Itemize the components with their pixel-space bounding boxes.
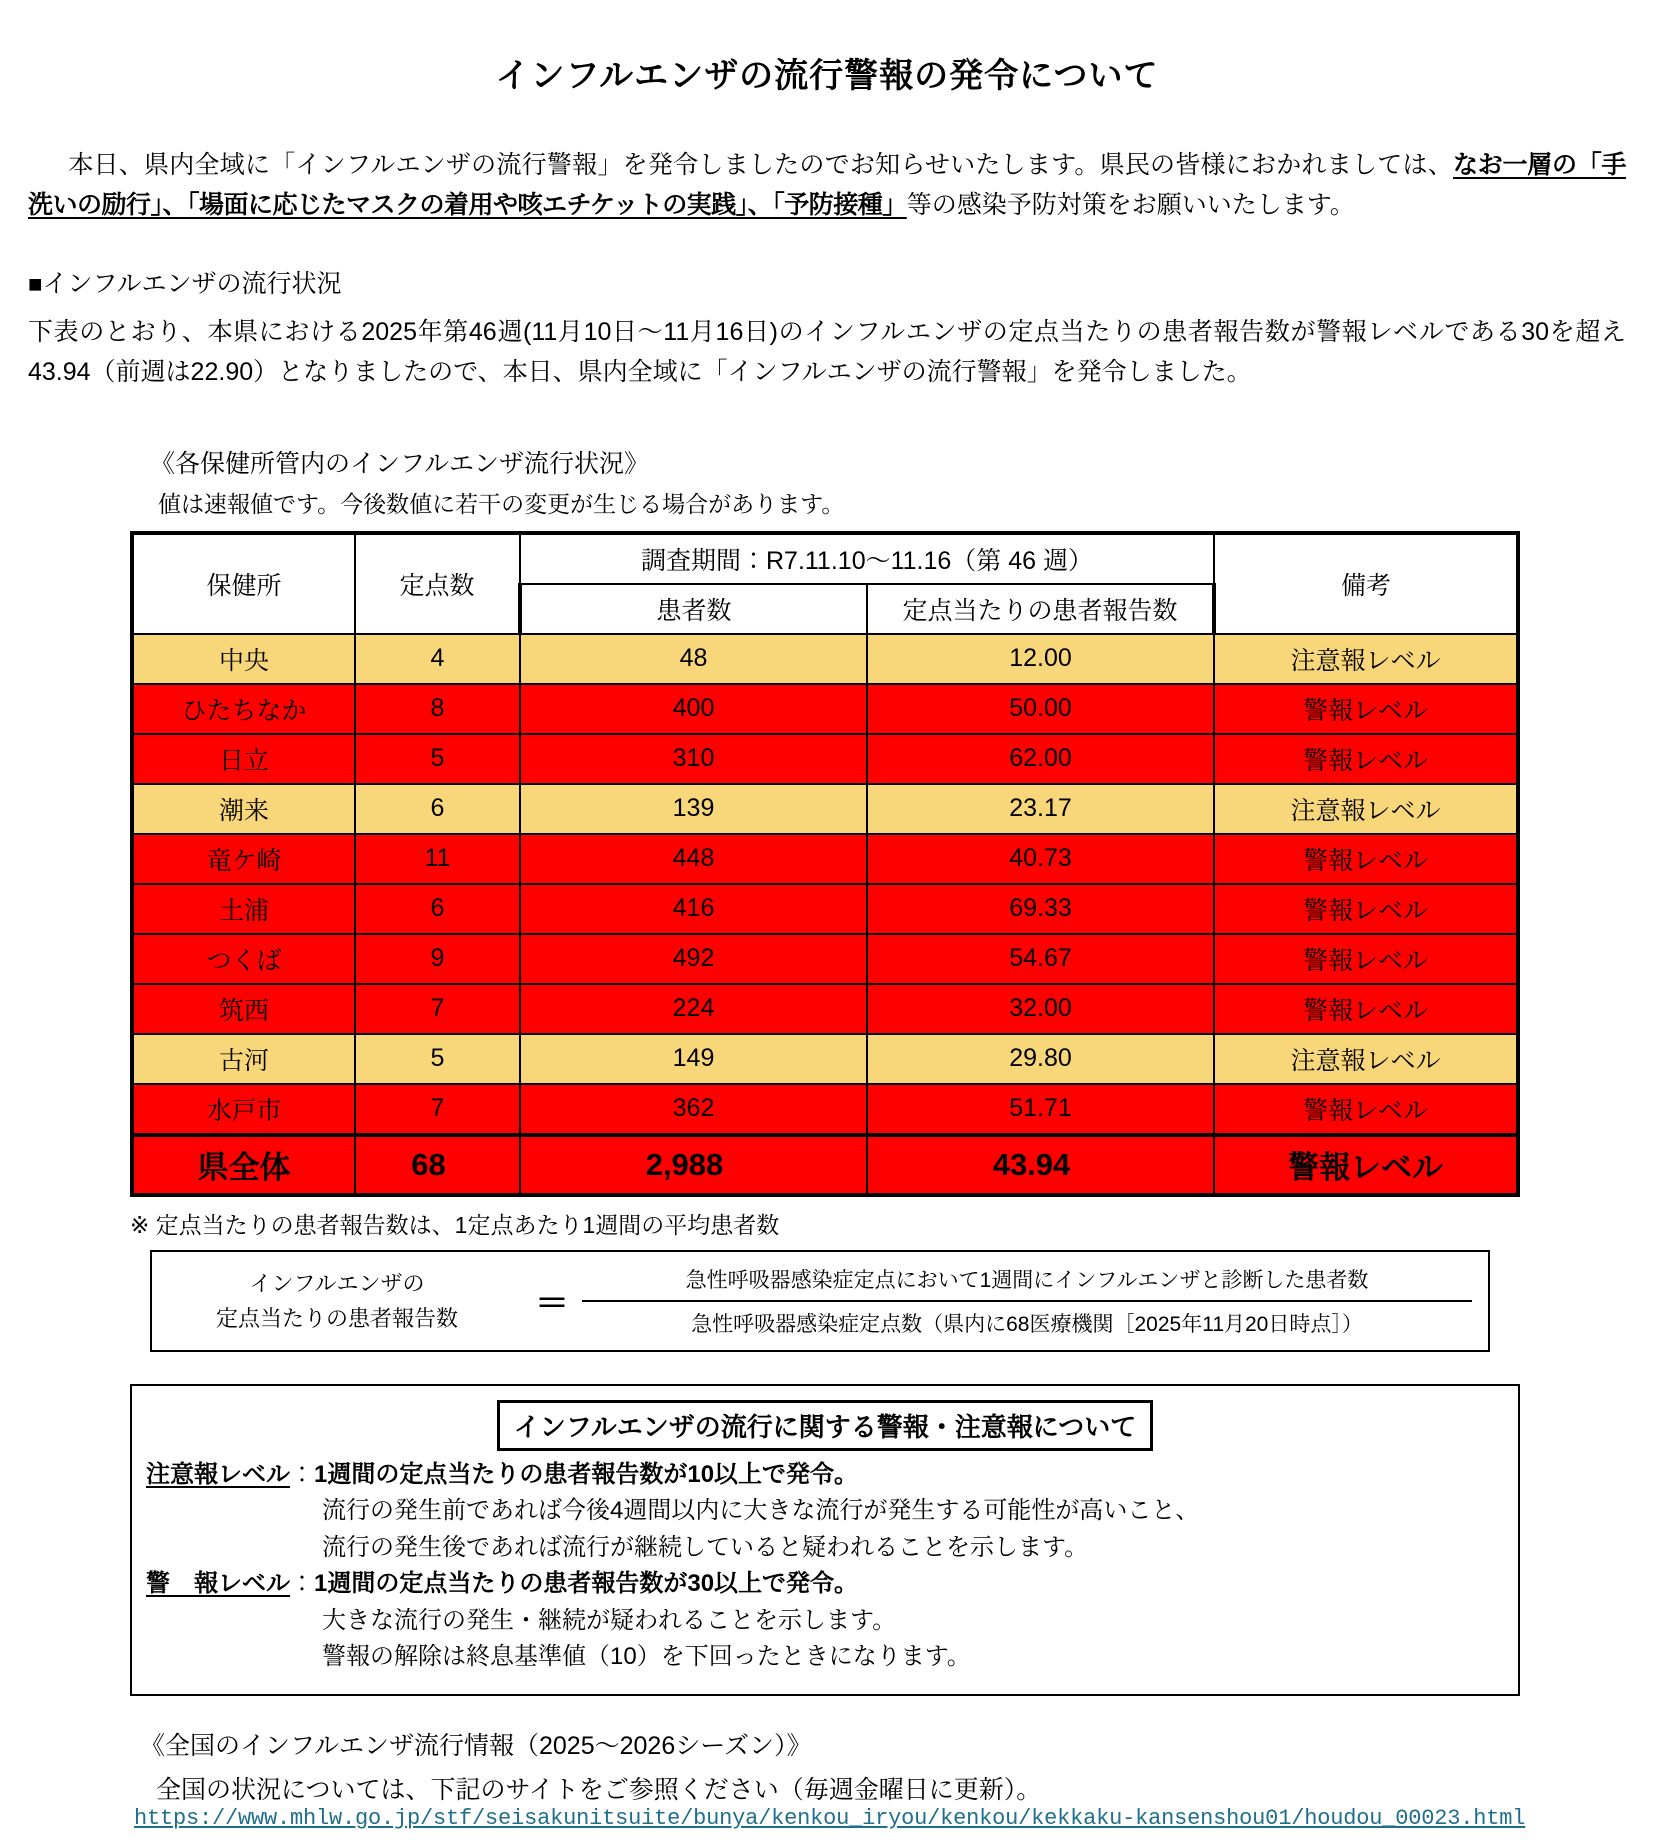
cell-health-center: 筑西 [132, 984, 355, 1034]
table-subcaption: 値は速報値です。今後数値に若干の変更が生じる場合があります。 [158, 490, 845, 517]
cell-patients: 310 [520, 734, 867, 784]
cell-rate: 40.73 [867, 834, 1214, 884]
cell-patients: 48 [520, 634, 867, 684]
alert-detail-1: 大きな流行の発生・継続が疑われることを示します。 [322, 1606, 897, 1634]
table-header-row-1 [132, 533, 1518, 584]
caution-level-rule: 1週間の定点当たりの患者報告数が10以上で発令。 [314, 1460, 859, 1488]
cell-patients: 416 [520, 884, 867, 934]
cell-health-center: 日立 [132, 734, 355, 784]
table-footnote: ※ 定点当たりの患者報告数は、1定点あたり1週間の平均患者数 [130, 1211, 780, 1238]
cell-health-center: 土浦 [132, 884, 355, 934]
cell-remark: 警報レベル [1214, 684, 1518, 734]
warning-box-title: インフルエンザの流行に関する警報・注意報について [497, 1400, 1153, 1451]
col-header-patients: 患者数 [520, 584, 867, 634]
intro-emphasis: なお一層の「手洗いの励行」、「場面に応じたマスクの着用や咳エチケットの実践」、「予防接種」 [28, 150, 1626, 220]
cell-sites: 9 [355, 934, 520, 984]
cell-patients: 139 [520, 784, 867, 834]
cell-rate: 29.80 [867, 1034, 1214, 1084]
table-row [132, 834, 1518, 884]
cell-health-center: 古河 [132, 1034, 355, 1084]
cell-sites: 7 [355, 984, 520, 1034]
cell-sites: 11 [355, 834, 520, 884]
intro-paragraph [28, 145, 1626, 226]
document-page [0, 56, 1654, 1848]
cell-total-label: 県全体 [132, 1135, 355, 1195]
alert-detail-2: 警報の解除は終息基準値（10）を下回ったときになります。 [322, 1643, 971, 1671]
influenza-status-table [130, 531, 1520, 1197]
cell-sites: 8 [355, 684, 520, 734]
formula-equals-sign: ＝ [535, 1285, 569, 1324]
caution-detail-2: 流行の発生後であれば流行が継続していると疑われることを示します。 [322, 1533, 1089, 1561]
table-row [132, 884, 1518, 934]
alert-level-rule: 1週間の定点当たりの患者報告数が30以上で発令。 [314, 1570, 859, 1598]
formula-box [150, 1250, 1490, 1352]
alert-separator: ： [290, 1570, 314, 1598]
cell-patients: 149 [520, 1034, 867, 1084]
cell-remark: 注意報レベル [1214, 1034, 1518, 1084]
cell-sites: 5 [355, 734, 520, 784]
table-row [132, 734, 1518, 784]
col-header-health-center: 保健所 [132, 533, 355, 634]
cell-rate: 69.33 [867, 884, 1214, 934]
cell-sites: 6 [355, 884, 520, 934]
cell-remark: 警報レベル [1214, 984, 1518, 1034]
cell-total-sites: 68 [355, 1135, 520, 1195]
alert-level-label: 警 報レベル [146, 1570, 290, 1598]
cell-rate: 23.17 [867, 784, 1214, 834]
table-row [132, 634, 1518, 684]
section-heading-label: インフルエンザの流行状況 [42, 269, 342, 298]
caution-separator: ： [290, 1460, 314, 1488]
cell-remark: 注意報レベル [1214, 634, 1518, 684]
caution-level-label: 注意報レベル [146, 1460, 290, 1488]
formula-numerator: 急性呼吸器感染症定点において1週間にインフルエンザと診断した患者数 [685, 1268, 1369, 1292]
cell-remark: 警報レベル [1214, 934, 1518, 984]
intro-part2: 等の感染予防対策をお願いいたします。 [906, 191, 1355, 220]
cell-patients: 362 [520, 1084, 867, 1135]
section-paragraph-text: 下表のとおり、本県における2025年第46週(11月10日～11月16日)のインフルエンザの定点当たりの患者報告数が警報レベルである30を超え43.94（前週は22.90）となりましたので、本日、県内全域に「インフルエンザの流行警報」を発令しました。 [28, 317, 1626, 386]
table-row [132, 1084, 1518, 1135]
cell-remark: 警報レベル [1214, 884, 1518, 934]
table-row [132, 1034, 1518, 1084]
table-total-row [132, 1135, 1518, 1195]
cell-patients: 448 [520, 834, 867, 884]
col-header-period: 調査期間：R7.11.10～11.16（第 46 週） [520, 533, 1214, 584]
table-row [132, 784, 1518, 834]
formula-left-line1: インフルエンザの [249, 1270, 425, 1296]
table-caption: 《各保健所管内のインフルエンザ流行状況》 [150, 449, 650, 478]
cell-sites: 7 [355, 1084, 520, 1135]
cell-patients: 224 [520, 984, 867, 1034]
cell-patients: 492 [520, 934, 867, 984]
formula-left-line2: 定点当たりの患者報告数 [215, 1305, 458, 1331]
col-header-rate: 定点当たりの患者報告数 [867, 584, 1214, 634]
cell-sites: 4 [355, 634, 520, 684]
cell-total-rate: 43.94 [867, 1135, 1214, 1195]
cell-remark: 注意報レベル [1214, 784, 1518, 834]
cell-rate: 62.00 [867, 734, 1214, 784]
section-bullet-icon: ■ [28, 270, 43, 298]
cell-health-center: 潮来 [132, 784, 355, 834]
cell-total-remark: 警報レベル [1214, 1135, 1518, 1195]
cell-health-center: 水戸市 [132, 1084, 355, 1135]
table-container [130, 531, 1654, 1197]
col-header-sites: 定点数 [355, 533, 520, 634]
cell-remark: 警報レベル [1214, 834, 1518, 884]
caution-level-line [146, 1457, 1518, 1493]
table-row [132, 934, 1518, 984]
cell-rate: 50.00 [867, 684, 1214, 734]
cell-sites: 5 [355, 1034, 520, 1084]
cell-health-center: 竜ケ崎 [132, 834, 355, 884]
cell-health-center: 中央 [132, 634, 355, 684]
formula-left-term [152, 1266, 522, 1336]
cell-rate: 51.71 [867, 1084, 1214, 1135]
section-heading [28, 264, 1626, 300]
cell-remark: 警報レベル [1214, 734, 1518, 784]
caution-detail-1: 流行の発生前であれば今後4週間以内に大きな流行が発生する可能性が高いこと、 [322, 1497, 1200, 1525]
footer-line: 全国の状況については、下記のサイトをご参照ください（毎週金曜日に更新）。 [156, 1775, 1042, 1804]
formula-denominator: 急性呼吸器感染症定点数（県内に68医療機関［2025年11月20日時点］） [582, 1300, 1472, 1340]
cell-health-center: ひたちなか [132, 684, 355, 734]
mhlw-link[interactable]: https://www.mhlw.go.jp/stf/seisakunitsuite/bunya/kenkou_iryou/kenkou/kekkaku-kansenshou01/houdou_00023.html [134, 1805, 1526, 1831]
page-title: インフルエンザの流行警報の発令について [495, 57, 1159, 95]
alert-level-line [146, 1566, 1518, 1602]
cell-rate: 12.00 [867, 634, 1214, 684]
formula-fraction [582, 1262, 1488, 1340]
section-paragraph [28, 312, 1626, 392]
cell-rate: 32.00 [867, 984, 1214, 1034]
cell-health-center: つくば [132, 934, 355, 984]
cell-remark: 警報レベル [1214, 1084, 1518, 1135]
cell-rate: 54.67 [867, 934, 1214, 984]
table-row [132, 984, 1518, 1034]
intro-part1: 本日、県内全域に「インフルエンザの流行警報」を発令しましたのでお知らせいたします。県民の皆様におかれましては、 [68, 150, 1454, 179]
footer-caption: 《全国のインフルエンザ流行情報（2025～2026シーズン）》 [140, 1731, 812, 1760]
cell-sites: 6 [355, 784, 520, 834]
col-header-remarks: 備考 [1214, 533, 1518, 634]
cell-total-patients: 2,988 [520, 1135, 867, 1195]
warning-explanation-box [130, 1384, 1520, 1696]
cell-patients: 400 [520, 684, 867, 734]
table-row [132, 684, 1518, 734]
table-head [132, 533, 1518, 634]
table-body [132, 634, 1518, 1195]
